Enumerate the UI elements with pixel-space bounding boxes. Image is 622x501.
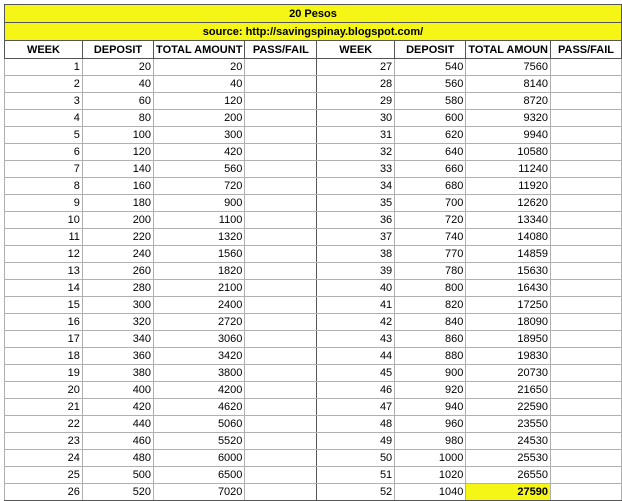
deposit-cell[interactable]: 220 (82, 229, 153, 246)
deposit-cell[interactable]: 1000 (395, 450, 466, 467)
total-cell[interactable]: 120 (154, 93, 245, 110)
week-cell[interactable]: 9 (5, 195, 83, 212)
header-deposit-2[interactable]: DEPOSIT (395, 41, 466, 59)
passfail-cell[interactable] (245, 467, 317, 484)
passfail-cell[interactable] (245, 212, 317, 229)
total-cell[interactable]: 21650 (466, 382, 551, 399)
total-cell[interactable]: 2400 (154, 297, 245, 314)
week-cell[interactable]: 1 (5, 59, 83, 76)
week-cell[interactable]: 10 (5, 212, 83, 229)
passfail-cell[interactable] (551, 144, 622, 161)
total-cell[interactable]: 300 (154, 127, 245, 144)
header-passfail-2[interactable]: PASS/FAIL (551, 41, 622, 59)
week-cell[interactable]: 49 (317, 433, 395, 450)
deposit-cell[interactable]: 140 (82, 161, 153, 178)
table-row (5, 229, 622, 246)
deposit-cell[interactable]: 520 (82, 484, 153, 501)
deposit-cell[interactable]: 460 (82, 433, 153, 450)
week-cell[interactable]: 5 (5, 127, 83, 144)
week-cell[interactable]: 30 (317, 110, 395, 127)
deposit-cell[interactable]: 320 (82, 314, 153, 331)
deposit-cell[interactable]: 800 (395, 280, 466, 297)
week-cell[interactable]: 28 (317, 76, 395, 93)
week-cell[interactable]: 18 (5, 348, 83, 365)
deposit-cell[interactable]: 1020 (395, 467, 466, 484)
week-cell[interactable]: 7 (5, 161, 83, 178)
deposit-cell[interactable]: 180 (82, 195, 153, 212)
total-cell[interactable]: 900 (154, 195, 245, 212)
deposit-cell[interactable]: 60 (82, 93, 153, 110)
deposit-cell[interactable]: 620 (395, 127, 466, 144)
week-cell[interactable]: 42 (317, 314, 395, 331)
header-passfail-1[interactable]: PASS/FAIL (245, 41, 317, 59)
deposit-cell[interactable]: 860 (395, 331, 466, 348)
passfail-cell[interactable] (551, 93, 622, 110)
deposit-cell[interactable]: 980 (395, 433, 466, 450)
week-cell[interactable]: 16 (5, 314, 83, 331)
week-cell[interactable]: 47 (317, 399, 395, 416)
passfail-cell[interactable] (245, 161, 317, 178)
passfail-cell[interactable] (551, 365, 622, 382)
week-cell[interactable]: 44 (317, 348, 395, 365)
passfail-cell[interactable] (245, 484, 317, 501)
week-cell[interactable]: 31 (317, 127, 395, 144)
table-row (5, 161, 622, 178)
table-row (5, 314, 622, 331)
deposit-cell[interactable]: 920 (395, 382, 466, 399)
passfail-cell[interactable] (551, 280, 622, 297)
passfail-cell[interactable] (551, 484, 622, 501)
passfail-cell[interactable] (551, 467, 622, 484)
header-week-2[interactable]: WEEK (317, 41, 395, 59)
total-cell[interactable]: 19830 (466, 348, 551, 365)
deposit-cell[interactable]: 440 (82, 416, 153, 433)
passfail-cell[interactable] (551, 450, 622, 467)
total-cell[interactable]: 14859 (466, 246, 551, 263)
deposit-cell[interactable]: 840 (395, 314, 466, 331)
total-cell[interactable]: 16430 (466, 280, 551, 297)
total-cell[interactable]: 10580 (466, 144, 551, 161)
total-cell[interactable]: 3800 (154, 365, 245, 382)
passfail-cell[interactable] (245, 314, 317, 331)
week-cell[interactable]: 27 (317, 59, 395, 76)
deposit-cell[interactable]: 740 (395, 229, 466, 246)
total-cell[interactable]: 15630 (466, 263, 551, 280)
header-deposit-1[interactable]: DEPOSIT (82, 41, 153, 59)
total-cell[interactable]: 8720 (466, 93, 551, 110)
table-row (5, 416, 622, 433)
total-cell[interactable]: 11920 (466, 178, 551, 195)
total-cell[interactable]: 23550 (466, 416, 551, 433)
deposit-cell[interactable]: 200 (82, 212, 153, 229)
deposit-cell[interactable]: 780 (395, 263, 466, 280)
passfail-cell[interactable] (551, 195, 622, 212)
total-cell[interactable]: 18090 (466, 314, 551, 331)
total-cell[interactable]: 8140 (466, 76, 551, 93)
table-row (5, 280, 622, 297)
passfail-cell[interactable] (551, 382, 622, 399)
deposit-cell[interactable]: 720 (395, 212, 466, 229)
table-row (5, 127, 622, 144)
week-cell[interactable]: 11 (5, 229, 83, 246)
passfail-cell[interactable] (245, 246, 317, 263)
total-cell[interactable]: 6500 (154, 467, 245, 484)
deposit-cell[interactable]: 300 (82, 297, 153, 314)
total-cell[interactable]: 4200 (154, 382, 245, 399)
deposit-cell[interactable]: 560 (395, 76, 466, 93)
passfail-cell[interactable] (245, 263, 317, 280)
total-cell[interactable]: 3060 (154, 331, 245, 348)
total-cell[interactable]: 720 (154, 178, 245, 195)
week-cell[interactable]: 25 (5, 467, 83, 484)
passfail-cell[interactable] (245, 59, 317, 76)
total-cell[interactable]: 14080 (466, 229, 551, 246)
table-row (5, 467, 622, 484)
week-cell[interactable]: 12 (5, 246, 83, 263)
table-row (5, 195, 622, 212)
source-row (5, 23, 622, 41)
week-cell[interactable]: 21 (5, 399, 83, 416)
passfail-cell[interactable] (551, 229, 622, 246)
week-cell[interactable]: 4 (5, 110, 83, 127)
deposit-cell[interactable]: 420 (82, 399, 153, 416)
passfail-cell[interactable] (551, 263, 622, 280)
passfail-cell[interactable] (551, 161, 622, 178)
total-cell[interactable]: 18950 (466, 331, 551, 348)
table-row (5, 144, 622, 161)
week-cell[interactable]: 48 (317, 416, 395, 433)
passfail-cell[interactable] (551, 246, 622, 263)
table-row (5, 246, 622, 263)
week-cell[interactable]: 37 (317, 229, 395, 246)
deposit-cell[interactable]: 1040 (395, 484, 466, 501)
deposit-cell[interactable]: 40 (82, 76, 153, 93)
week-cell[interactable]: 8 (5, 178, 83, 195)
deposit-cell[interactable]: 20 (82, 59, 153, 76)
passfail-cell[interactable] (245, 365, 317, 382)
passfail-cell[interactable] (551, 212, 622, 229)
deposit-cell[interactable]: 770 (395, 246, 466, 263)
week-cell[interactable]: 24 (5, 450, 83, 467)
total-cell[interactable]: 22590 (466, 399, 551, 416)
passfail-cell[interactable] (551, 110, 622, 127)
passfail-cell[interactable] (245, 416, 317, 433)
total-cell[interactable]: 17250 (466, 297, 551, 314)
total-cell[interactable]: 1560 (154, 246, 245, 263)
passfail-cell[interactable] (245, 178, 317, 195)
table-row (5, 399, 622, 416)
passfail-cell[interactable] (245, 280, 317, 297)
total-cell[interactable]: 40 (154, 76, 245, 93)
total-cell[interactable]: 5520 (154, 433, 245, 450)
deposit-cell[interactable]: 660 (395, 161, 466, 178)
passfail-cell[interactable] (551, 348, 622, 365)
header-total-1[interactable]: TOTAL AMOUNT (154, 41, 245, 59)
total-cell[interactable]: 26550 (466, 467, 551, 484)
week-cell[interactable]: 14 (5, 280, 83, 297)
week-cell[interactable]: 6 (5, 144, 83, 161)
passfail-cell[interactable] (551, 178, 622, 195)
passfail-cell[interactable] (551, 399, 622, 416)
deposit-cell[interactable]: 280 (82, 280, 153, 297)
table-row (5, 484, 622, 501)
total-cell[interactable]: 560 (154, 161, 245, 178)
deposit-cell[interactable]: 940 (395, 399, 466, 416)
passfail-cell[interactable] (245, 93, 317, 110)
deposit-cell[interactable]: 80 (82, 110, 153, 127)
passfail-cell[interactable] (245, 144, 317, 161)
week-cell[interactable]: 52 (317, 484, 395, 501)
total-cell[interactable]: 2720 (154, 314, 245, 331)
header-week-1[interactable]: WEEK (5, 41, 83, 59)
table-row (5, 382, 622, 399)
week-cell[interactable]: 29 (317, 93, 395, 110)
table-row (5, 93, 622, 110)
week-cell[interactable]: 51 (317, 467, 395, 484)
deposit-cell[interactable]: 340 (82, 331, 153, 348)
passfail-cell[interactable] (245, 127, 317, 144)
passfail-cell[interactable] (245, 331, 317, 348)
total-cell[interactable]: 12620 (466, 195, 551, 212)
week-cell[interactable]: 15 (5, 297, 83, 314)
total-cell[interactable]: 420 (154, 144, 245, 161)
week-cell[interactable]: 17 (5, 331, 83, 348)
total-cell[interactable]: 9940 (466, 127, 551, 144)
table-row (5, 348, 622, 365)
passfail-cell[interactable] (245, 348, 317, 365)
deposit-cell[interactable]: 160 (82, 178, 153, 195)
total-cell[interactable]: 13340 (466, 212, 551, 229)
passfail-cell[interactable] (245, 399, 317, 416)
header-row (5, 41, 622, 59)
title-row (5, 5, 622, 23)
week-cell[interactable]: 22 (5, 416, 83, 433)
total-cell[interactable]: 1320 (154, 229, 245, 246)
passfail-cell[interactable] (551, 433, 622, 450)
savings-table (4, 4, 622, 501)
week-cell[interactable]: 45 (317, 365, 395, 382)
deposit-cell[interactable]: 580 (395, 93, 466, 110)
passfail-cell[interactable] (551, 416, 622, 433)
passfail-cell[interactable] (245, 433, 317, 450)
table-row (5, 433, 622, 450)
passfail-cell[interactable] (245, 382, 317, 399)
week-cell[interactable]: 35 (317, 195, 395, 212)
week-cell[interactable]: 36 (317, 212, 395, 229)
deposit-cell[interactable]: 480 (82, 450, 153, 467)
total-cell[interactable]: 7020 (154, 484, 245, 501)
total-cell[interactable]: 2100 (154, 280, 245, 297)
deposit-cell[interactable]: 540 (395, 59, 466, 76)
deposit-cell[interactable]: 380 (82, 365, 153, 382)
total-cell[interactable]: 1100 (154, 212, 245, 229)
deposit-cell[interactable]: 600 (395, 110, 466, 127)
table-row (5, 76, 622, 93)
passfail-cell[interactable] (245, 297, 317, 314)
table-row (5, 450, 622, 467)
week-cell[interactable]: 32 (317, 144, 395, 161)
total-cell[interactable]: 5060 (154, 416, 245, 433)
deposit-cell[interactable]: 120 (82, 144, 153, 161)
deposit-cell[interactable]: 680 (395, 178, 466, 195)
week-cell[interactable]: 38 (317, 246, 395, 263)
week-cell[interactable]: 13 (5, 263, 83, 280)
deposit-cell[interactable]: 960 (395, 416, 466, 433)
deposit-cell[interactable]: 700 (395, 195, 466, 212)
table-row (5, 178, 622, 195)
passfail-cell[interactable] (551, 127, 622, 144)
passfail-cell[interactable] (551, 331, 622, 348)
week-cell[interactable]: 23 (5, 433, 83, 450)
sheet-title[interactable]: 20 Pesos (5, 5, 622, 23)
table-row (5, 110, 622, 127)
table-row (5, 59, 622, 76)
total-cell[interactable]: 20 (154, 59, 245, 76)
deposit-cell[interactable]: 500 (82, 467, 153, 484)
total-cell[interactable]: 200 (154, 110, 245, 127)
table-row (5, 331, 622, 348)
passfail-cell[interactable] (551, 59, 622, 76)
deposit-cell[interactable]: 900 (395, 365, 466, 382)
week-cell[interactable]: 19 (5, 365, 83, 382)
total-cell[interactable]: 3420 (154, 348, 245, 365)
week-cell[interactable]: 43 (317, 331, 395, 348)
week-cell[interactable]: 50 (317, 450, 395, 467)
total-cell[interactable]: 6000 (154, 450, 245, 467)
deposit-cell[interactable]: 100 (82, 127, 153, 144)
deposit-cell[interactable]: 400 (82, 382, 153, 399)
total-cell[interactable]: 1820 (154, 263, 245, 280)
week-cell[interactable]: 20 (5, 382, 83, 399)
final-total-cell[interactable]: 27590 (466, 484, 551, 501)
source-link[interactable]: source: http://savingspinay.blogspot.com/ (5, 23, 622, 41)
deposit-cell[interactable]: 820 (395, 297, 466, 314)
total-cell[interactable]: 24530 (466, 433, 551, 450)
deposit-cell[interactable]: 880 (395, 348, 466, 365)
week-cell[interactable]: 40 (317, 280, 395, 297)
week-cell[interactable]: 33 (317, 161, 395, 178)
passfail-cell[interactable] (551, 314, 622, 331)
table-row (5, 297, 622, 314)
total-cell[interactable]: 11240 (466, 161, 551, 178)
passfail-cell[interactable] (245, 450, 317, 467)
total-cell[interactable]: 25530 (466, 450, 551, 467)
week-cell[interactable]: 46 (317, 382, 395, 399)
week-cell[interactable]: 39 (317, 263, 395, 280)
deposit-cell[interactable]: 240 (82, 246, 153, 263)
table-row (5, 263, 622, 280)
table-row (5, 365, 622, 382)
deposit-cell[interactable]: 260 (82, 263, 153, 280)
week-cell[interactable]: 3 (5, 93, 83, 110)
passfail-cell[interactable] (551, 297, 622, 314)
table-row (5, 212, 622, 229)
total-cell[interactable]: 20730 (466, 365, 551, 382)
header-total-2[interactable]: TOTAL AMOUN (466, 41, 551, 59)
week-cell[interactable]: 26 (5, 484, 83, 501)
week-cell[interactable]: 41 (317, 297, 395, 314)
passfail-cell[interactable] (245, 229, 317, 246)
week-cell[interactable]: 34 (317, 178, 395, 195)
deposit-cell[interactable]: 360 (82, 348, 153, 365)
week-cell[interactable]: 2 (5, 76, 83, 93)
passfail-cell[interactable] (245, 195, 317, 212)
passfail-cell[interactable] (245, 110, 317, 127)
total-cell[interactable]: 4620 (154, 399, 245, 416)
total-cell[interactable]: 7560 (466, 59, 551, 76)
passfail-cell[interactable] (245, 76, 317, 93)
total-cell[interactable]: 9320 (466, 110, 551, 127)
passfail-cell[interactable] (551, 76, 622, 93)
deposit-cell[interactable]: 640 (395, 144, 466, 161)
